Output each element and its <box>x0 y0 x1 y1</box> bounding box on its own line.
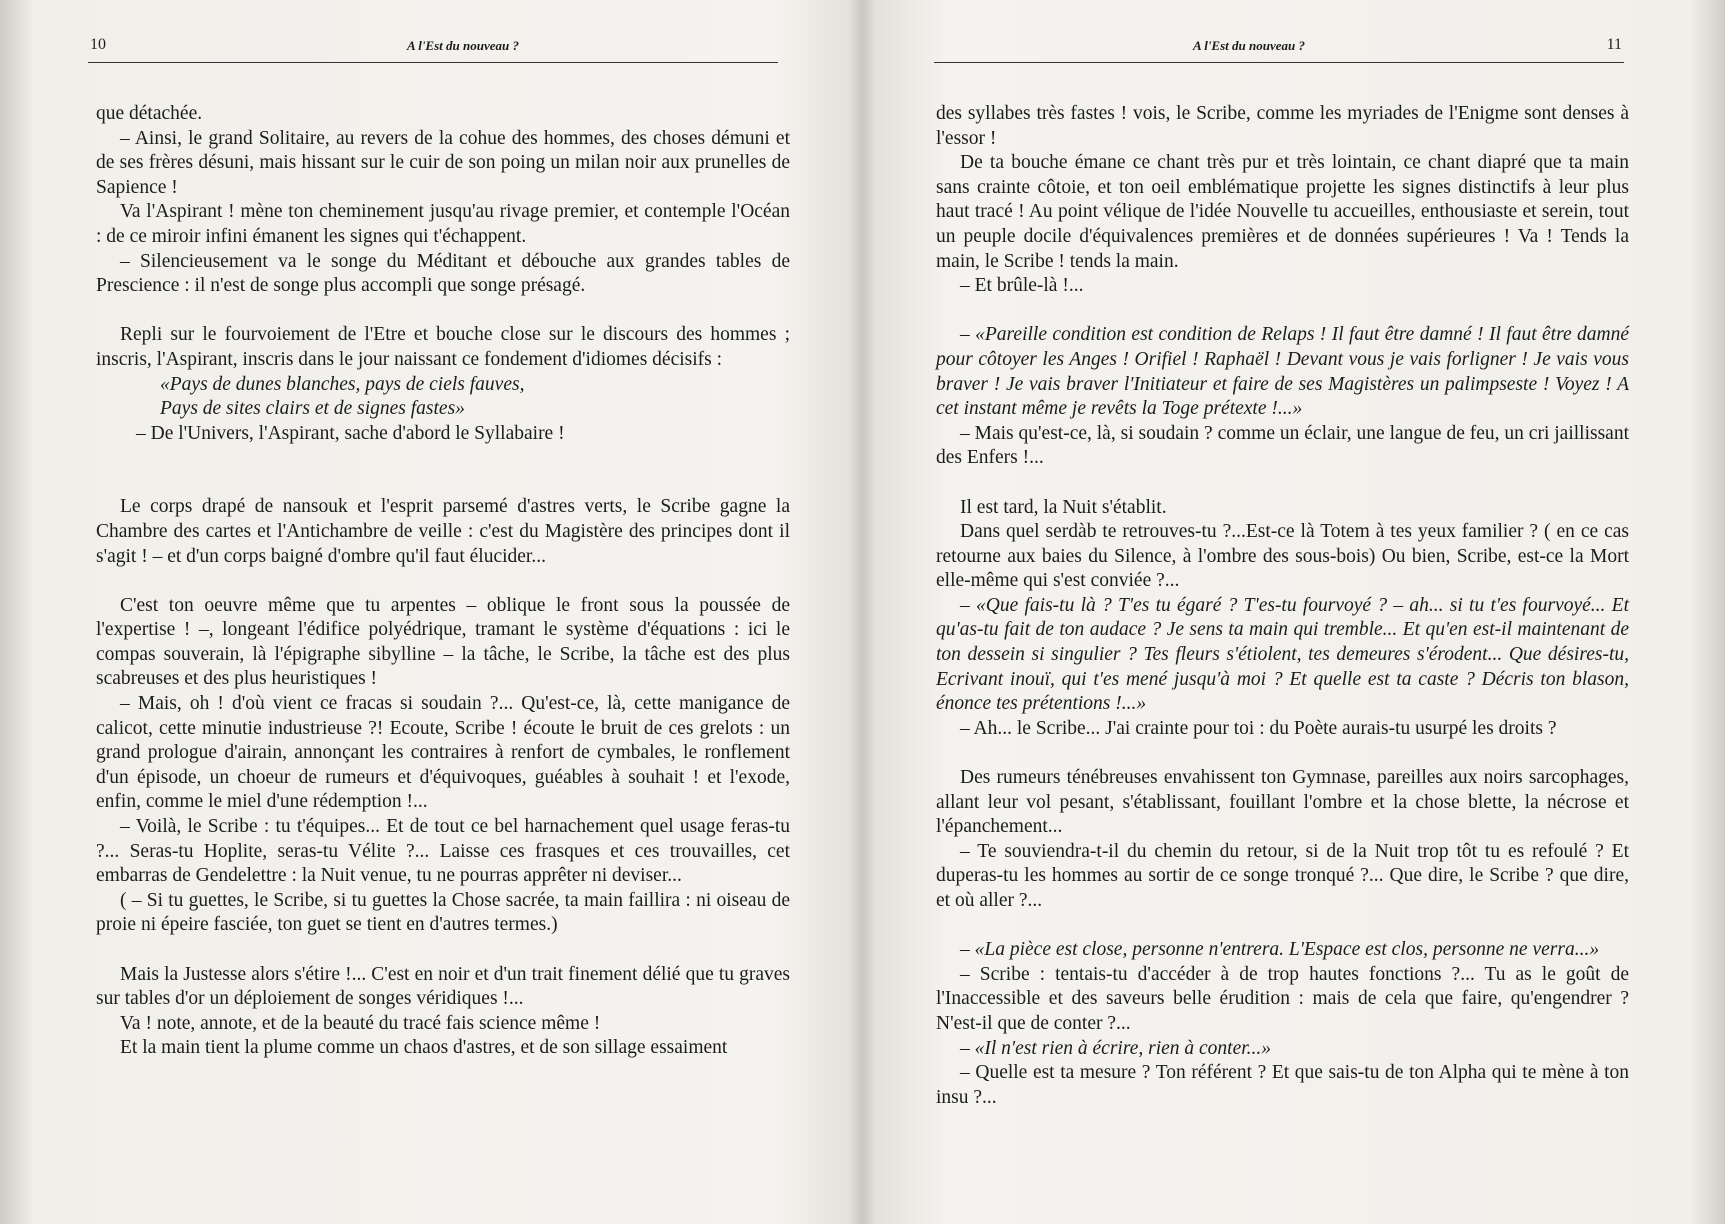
paragraph: que détachée. <box>96 103 203 124</box>
paragraph: Le corps drapé de nansouk et l'esprit parsemé d'astres verts, le Scribe gagne la Chambre des cartes et l'Antichambre de veille : c'est du Magistère des principes dont il s'agit ! – et d'un corps baigné d'ombre qu'il faut élucider... <box>96 496 790 567</box>
paragraph: Des rumeurs ténébreuses envahissent ton Gymnase, pareilles aux noirs sarcophages, allant leur vol pesant, s'établissant, fouillant l'ombre et la chose blette, la nécrose et l'épanchement... <box>936 767 1629 838</box>
page-body <box>96 102 790 1061</box>
page-body <box>936 102 1629 1110</box>
paragraph: – Ah... le Scribe... J'ai crainte pour toi : du Poète aurais-tu usurpé les droits ? <box>960 717 1557 739</box>
paragraph: ( – Si tu guettes, le Scribe, si tu guettes la Chose sacrée, ta main faillira : ni oiseau de proie ni épeire fasciée, ton guet se tient en d'autres termes.) <box>96 889 790 936</box>
page-number: 11 <box>1606 36 1622 53</box>
paragraph: Il est tard, la Nuit s'établit. <box>960 496 1167 518</box>
paragraph: – «La pièce est close, personne n'entrera. L'Espace est clos, personne ne verra...» <box>960 939 1600 961</box>
paragraph: – Te souviendra-t-il du chemin du retour, si de la Nuit trop tôt tu es refoulé ? Et duperas-tu les hommes au sortir de ce songe tronqué ?... Que dire, le Scribe ? que dire, et où aller ?... <box>936 840 1629 911</box>
paragraph: – «Que fais-tu là ? T'es tu égaré ? T'es-tu fourvoyé ? – ah... si tu t'es fourvoyé... Et qu'as-tu fait de ton audace ? Je sens ta main qui tremble... Et qu'en est-il maintenant de ton dessein si singulier ? Tes fleurs s'étiolent, tes demeures s'érodent... Que désires-tu, Ecrivant inouï, qui t'es mené jusqu'à moi ? Et quelle est ta caste ? Décris ton blason, énonce tes prétentions !...» <box>936 594 1629 715</box>
paragraph: – «Il n'est rien à écrire, rien à conter...» <box>960 1037 1272 1059</box>
verse-line: Pays de sites clairs et de signes fastes» <box>160 398 465 420</box>
left-page <box>0 0 862 1224</box>
verse-line: «Pays de dunes blanches, pays de ciels fauves, <box>160 373 525 395</box>
paragraph: – «Pareille condition est condition de Relaps ! Il faut être damné ! Il faut être damné pour côtoyer les Anges ! Orifiel ! Raphaël ! Devant vous je vais forligner ! Je vais vous braver ! Je vais braver l'Initiateur et faire de ses Magistères un palimpseste ! Voyez ! A cet instant même je revêts la Toge prétexte !...» <box>936 324 1629 420</box>
paragraph: – Silencieusement va le songe du Méditant et débouche aux grandes tables de Prescience : il n'est de songe plus accompli que songe présagé. <box>96 250 790 297</box>
paragraph: Repli sur le fourvoiement de l'Etre et bouche close sur le discours des hommes ; inscris, l'Aspirant, inscris dans le jour naissant ce fondement d'idiomes décisifs : <box>96 324 790 370</box>
right-page <box>862 0 1725 1224</box>
paragraph: – De l'Univers, l'Aspirant, sache d'abord le Syllabaire ! <box>136 422 565 444</box>
paragraph: C'est ton oeuvre même que tu arpentes – oblique le front sous la poussée de l'expertise ! –, longeant l'édifice polyédrique, tramant le système d'équations : ici le compas souverain, là l'épigraphe sibylline – la tâche, le Scribe, la tâche est des plus scabreuses et des plus heuristiques ! <box>96 594 790 690</box>
page-header <box>934 36 1624 63</box>
paragraph: – Mais qu'est-ce, là, si soudain ? comme un éclair, une langue de feu, un cri jaillissant des Enfers !... <box>936 422 1629 469</box>
paragraph: Va ! note, annote, et de la beauté du tracé fais science même ! <box>120 1012 601 1034</box>
paragraph: – Voilà, le Scribe : tu t'équipes... Et de tout ce bel harnachement quel usage feras-tu ?... Seras-tu Hoplite, seras-tu Vélite ?... Laisse ces frasques et ces trouvailles, cet embarras de Gendelettre : la Nuit venue, tu ne pourras apprêter ni deviser... <box>96 816 790 887</box>
paragraph: Mais la Justesse alors s'étire !... C'est en noir et d'un trait finement délié que tu graves sur tables d'or un déploiement de songes véridiques !... <box>96 963 790 1010</box>
page-header <box>88 36 778 63</box>
paragraph: Dans quel serdàb te retrouves-tu ?...Est-ce là Totem à tes yeux familier ? ( en ce cas retourne aux baies du Silence, à l'ombre des sous-bois) Ou bien, Scribe, est-ce la Mort elle-même qui s'est conviée ?... <box>936 521 1629 592</box>
paragraph: – Quelle est ta mesure ? Ton référent ? Et que sais-tu de ton Alpha qui te mène à ton insu ?... <box>936 1062 1629 1108</box>
page-number: 10 <box>90 36 106 53</box>
paragraph: Va l'Aspirant ! mène ton cheminement jusqu'au rivage premier, et contemple l'Océan : de ce miroir infini émanent les signes qui t'échappent. <box>96 201 790 247</box>
running-title: A l'Est du nouveau ? <box>407 38 519 53</box>
paragraph: des syllabes très fastes ! vois, le Scribe, comme les myriades de l'Enigme sont denses à l'essor ! <box>936 103 1629 149</box>
paragraph: – Mais, oh ! d'où vient ce fracas si soudain ?... Qu'est-ce, là, cette manigance de calicot, cette minutie industrieuse ?! Ecoute, Scribe ! écoute le bruit de ces grelots : un grand prologue d'airain, annonçant les contraires à renfort de cymbales, le ronflement d'un épisode, un choeur de rumeurs et d'équivoques, guéables à souhait ! et l'exode, enfin, comme le miel d'une rédemption !... <box>96 693 790 813</box>
paragraph: Et la main tient la plume comme un chaos d'astres, et de son sillage essaiment <box>120 1037 728 1059</box>
paragraph: De ta bouche émane ce chant très pur et très lointain, ce chant diapré que ta main sans crainte côtoie, et ton oeil emblématique projette les signes distinctifs à leur plus haut tracé ! Au point vélique de l'idée Nouvelle tu accueilles, enthousiaste et serein, tout un peuple docile d'équivalences premières et de données supérieures ! Va ! Tends la main, le Scribe ! tends la main. <box>936 152 1629 272</box>
paragraph: – Scribe : tentais-tu d'accéder à de trop hautes fonctions ?... Tu as le goût de l'Inaccessible et des saveurs belle érudition : mais de cela que faire, qu'engendrer ? N'est-il que de conter ?... <box>936 963 1629 1034</box>
paragraph: – Ainsi, le grand Solitaire, au revers de la cohue des hommes, des choses démuni et de ses frères désuni, mais hissant sur le cuir de son poing un milan noir aux prunelles de Sapience ! <box>96 127 790 198</box>
paragraph: – Et brûle-là !... <box>960 275 1084 297</box>
running-title: A l'Est du nouveau ? <box>1193 38 1305 53</box>
